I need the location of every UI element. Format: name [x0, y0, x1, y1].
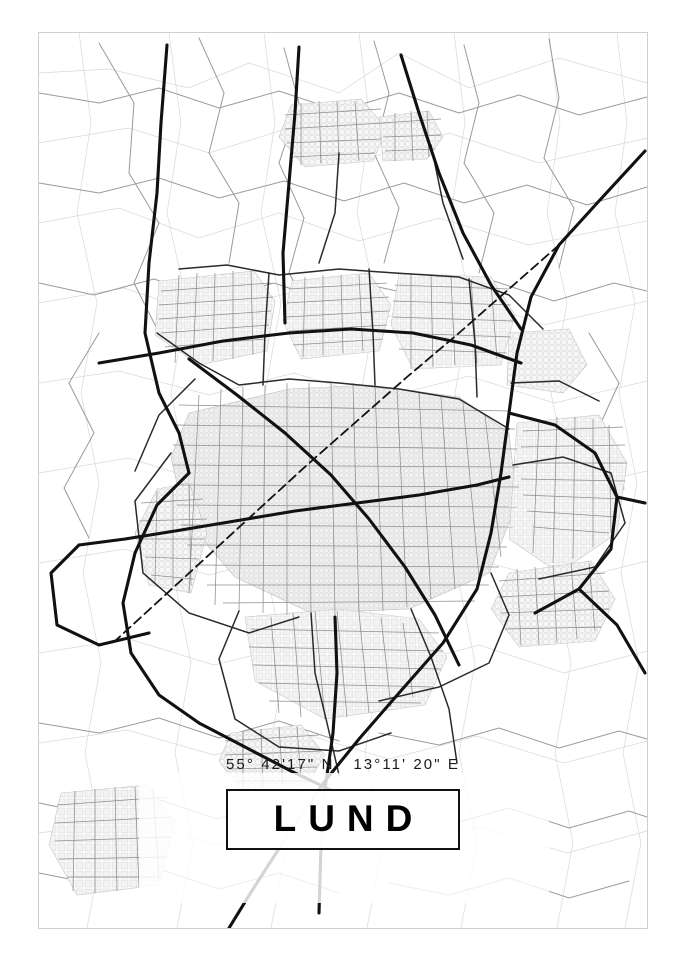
map-frame: [38, 32, 648, 929]
coordinates-label: 55° 42'17" N 13°11' 20" E: [225, 756, 461, 773]
city-name-label: LUND: [273, 798, 425, 839]
city-map-graphic: [39, 33, 647, 928]
